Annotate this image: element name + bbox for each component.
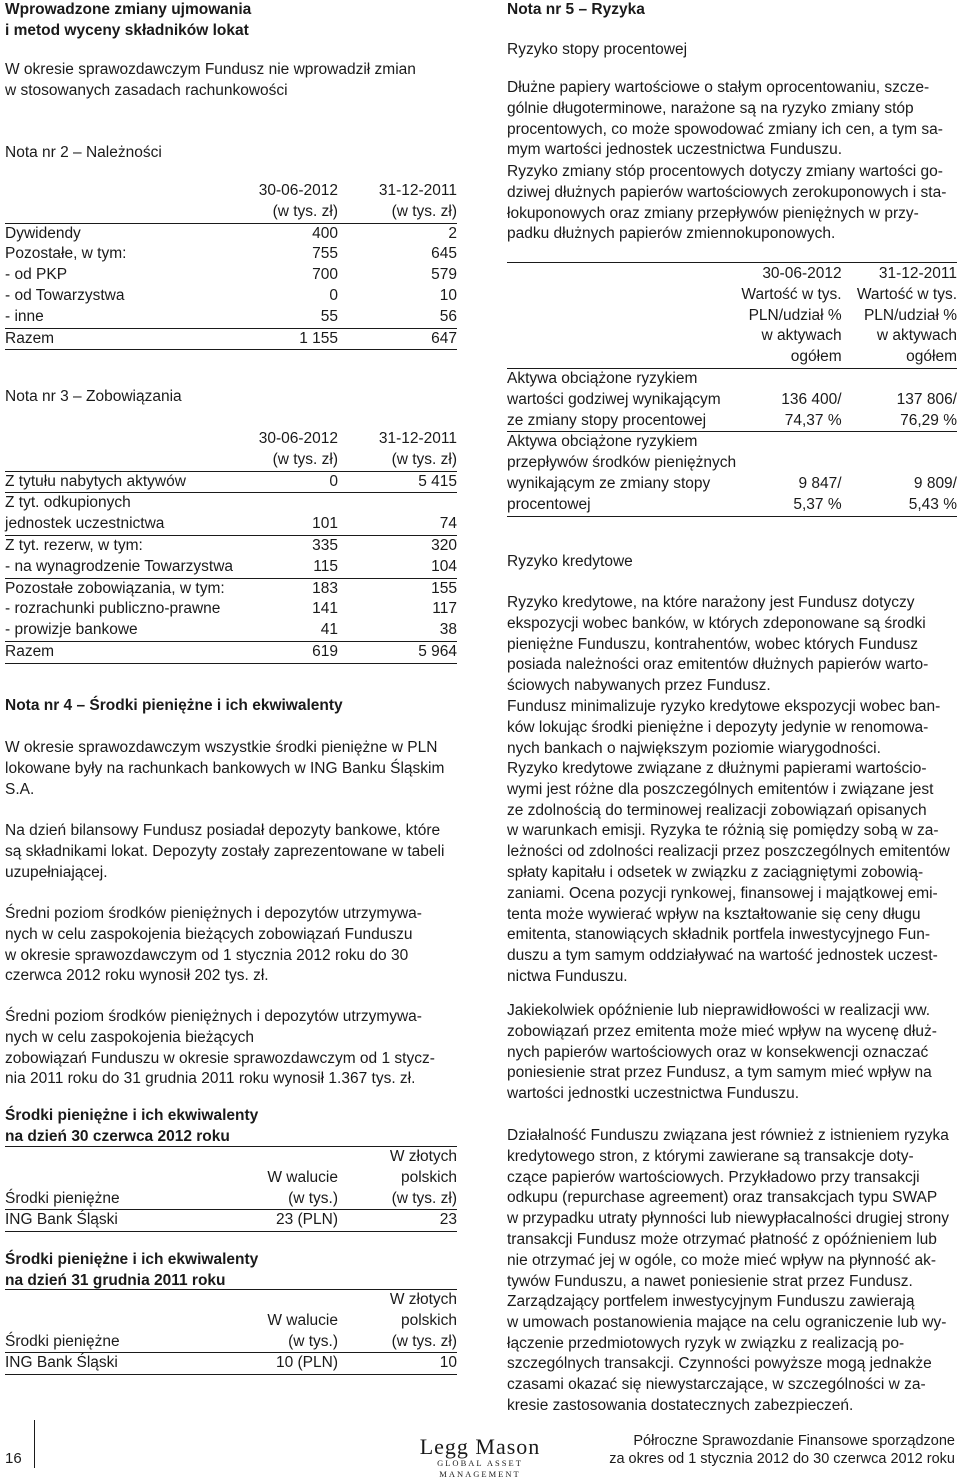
credit-risk-paragraph: Ryzyko kredytowe związane z dłużnymi papierami wartościo- wymi jest różne dla poszczególnych emitentów i związane jest ze zdolnością do terminowej realizacji zobowiązań opisanych w warunkach emisji. Ryzyka te różnią się pomiędzy sobą w za- leżności od zdolności realizacji przez poszczególnych emitentów spłaty kapitału i odsetek w związku z zaciągniętymi zobowią- zaniami. Ocena pozycji rynkowej, finansowej i majątkowej emi- tenta może wywierać wpływ na kształtowanie się ceny długu emitenta, stanowiących składnik portfela inwestycyjnego Fun- duszu a tym samym oddziaływać na wartość jednostek uczest- nictwa Funduszu. <box>507 760 950 985</box>
table-row: - na wynagrodzenie Towarzystwa 115 104 <box>5 557 457 578</box>
table-row-total: Razem 1 155 647 <box>5 328 457 350</box>
table-row: - inne 55 56 <box>5 307 457 325</box>
table-header: w aktywach w aktywach <box>761 327 957 345</box>
table-row: Z tytułu nabytych aktywów 0 5 415 <box>5 471 457 493</box>
credit-risk-paragraph: Jakiekolwiek opóźnienie lub nieprawidłowości w realizacji ww. zobowiązań przez emitenta może mieć wpływ na wycenę dłuż- nych papierów wartościowych oraz w konsekwencji oznaczać poniesienie strat przez Fundusz, a tym samym mieć wpływ na wartości jednostki uczestnictwa Funduszu. <box>507 1002 937 1103</box>
intro-text: W okresie sprawozdawczym Fundusz nie wprowadził zmian w stosowanych zasadach rachunkowości <box>5 61 416 99</box>
table-header: Środki pieniężne (w tys.) (w tys. zł) <box>5 1189 457 1210</box>
table-header: (w tys. zł) (w tys. zł) <box>5 450 457 471</box>
note4-paragraph: Na dzień bilansowy Fundusz posiadał depozyty bankowe, które są składnikami lokat. Depozyty zostały zaprezentowane w tabeli uzupełniającej. <box>5 822 445 881</box>
table-row: procentowej 5,37 % 5,43 % <box>507 495 957 516</box>
divider <box>507 262 957 263</box>
rate-risk-heading: Ryzyko stopy procentowej <box>507 41 688 58</box>
table-row: ING Bank Śląski 23 (PLN) 23 <box>5 1210 457 1232</box>
rate-risk-paragraph: Ryzyko zmiany stóp procentowych dotyczy zmiany wartości go- dziwej dłużnych papierów wartościowych zerokuponowych i sta- łokuponowych oraz zmiany przepływów pieniężnych w przy- padku dłużnych papierów zmiennokuponowych. <box>507 163 947 243</box>
credit-risk-paragraph: Fundusz minimalizuje ryzyko kredytowe ekspozycji wobec ban- ków lokując środki pieniężne i depozyty jedynie w renomowa- nych bankach o największym poziomie wiarygodności. <box>507 698 941 757</box>
table-row: wartości godziwej wynikającym 136 400/ 137 806/ <box>507 390 957 408</box>
table-row: Pozostałe zobowiązania, w tym: 183 155 <box>5 579 457 597</box>
credit-risk-paragraph: Działalność Funduszu związana jest również z istnieniem ryzyka kredytowego stron, z którymi zawierane są transakcje doty- czące papierów wartościowych. Przykładowo przy transakcji odkupu (repurchase agreement) oraz transakcjach typu SWAP w przypadku utraty płynności lub niewypłacalności drugiej strony transakcji Fundusz może otrzymać płatność z opóźnieniem lub nie otrzymać jej w ogóle, co może mieć wpływ na płynność ak- tywów Funduszu, a nawet poniesienie strat przez Fundusz. <box>507 1127 949 1290</box>
note2-title: Nota nr 2 – Należności <box>5 144 162 161</box>
intro-heading: Wprowadzone zmiany ujmowania i metod wyceny składników lokat <box>5 1 252 39</box>
note3-title: Nota nr 3 – Zobowiązania <box>5 388 182 405</box>
table-header: Wartość w tys. Wartość w tys. <box>741 285 957 303</box>
table-row: - od PKP 700 579 <box>5 266 457 284</box>
cash-table-2012 <box>5 1147 457 1232</box>
table-row: Aktywa obciążone ryzykiem <box>507 369 698 387</box>
table-row: przepływów środków pieniężnych <box>507 454 737 472</box>
cash-table-title: Środki pieniężne i ich ekwiwalenty na dzień 30 czerwca 2012 roku <box>5 1107 259 1145</box>
rate-risk-paragraph: Dłużne papiery wartościowe o stałym oprocentowaniu, szcze- gólnie długoterminowe, narażone są na ryzyko zmiany stóp procentowych, co może spowodować zmiany ich cen, a tym sa- mym wartości jednostek uczestnictwa Funduszu. <box>507 79 943 159</box>
table-row: Z tyt. rezerw, w tym: 335 320 <box>5 536 457 554</box>
report-footer: Półroczne Sprawozdanie Finansowe sporządzone za okres od 1 stycznia 2012 do 30 czerwca 2012 roku <box>609 1433 955 1467</box>
table-header: 30-06-2012 31-12-2011 <box>258 182 457 199</box>
table-header: W złotych <box>389 1148 457 1165</box>
note4-paragraph: Średni poziom środków pieniężnych i depozytów utrzymywa- nych w celu zaspokojenia bieżących zobowiązań Funduszu w okresie sprawozdawczym od 1 stycz- nia 2011 roku do 31 grudnia 2011 roku wynosił 1.367 tys. zł. <box>5 1008 435 1088</box>
note4-title: Nota nr 4 – Środki pieniężne i ich ekwiwalenty <box>5 697 343 714</box>
legg-mason-logo: Legg Mason GLOBAL ASSET MANAGEMENT <box>419 1434 541 1479</box>
note5-title: Nota nr 5 – Ryzyka <box>507 1 645 18</box>
note4-paragraph: W okresie sprawozdawczym wszystkie środki pieniężne w PLN lokowane były na rachunkach bankowych w ING Banku Śląskim S.A. <box>5 739 445 798</box>
cash-table-2011 <box>5 1290 457 1375</box>
table-row: ING Bank Śląski 10 (PLN) 10 <box>5 1353 457 1375</box>
credit-risk-paragraph: Ryzyko kredytowe, na które narażony jest Fundusz dotyczy ekspozycji wobec banków, w których zdeponowane są środki pieniężne Funduszu, kontrahentów, wobec których Fundusz posiada należności oraz emitentów dłużnych papierów warto- ściowych nabywanych przez Fundusz. <box>507 594 929 695</box>
credit-risk-heading: Ryzyko kredytowe <box>507 553 633 570</box>
table-row: - prowizje bankowe 41 38 <box>5 620 457 641</box>
table-header: 30-06-2012 31-12-2011 <box>762 265 957 282</box>
table-header: (w tys. zł) (w tys. zł) <box>5 202 457 223</box>
table-header: Środki pieniężne (w tys.) (w tys. zł) <box>5 1332 457 1353</box>
table-header: W walucie polskich <box>267 1311 457 1329</box>
table-row: - od Towarzystwa 0 10 <box>5 286 457 304</box>
table-header: ogółem ogółem <box>507 347 957 368</box>
cash-table-title: Środki pieniężne i ich ekwiwalenty na dzień 31 grudnia 2011 roku <box>5 1251 259 1289</box>
table-row: Aktywa obciążone ryzykiem <box>507 433 698 451</box>
page-number: 16 <box>5 1450 22 1467</box>
footer-divider <box>34 1420 35 1468</box>
table-row: Z tyt. odkupionych <box>5 494 131 512</box>
table-header: W walucie polskich <box>267 1168 457 1186</box>
table-header: W złotych <box>389 1291 457 1308</box>
note3-table <box>5 429 457 664</box>
table-row: ze zmiany stopy procentowej 74,37 % 76,29 % <box>507 411 957 432</box>
table-header: PLN/udział % PLN/udział % <box>748 306 957 324</box>
table-row: Pozostałe, w tym: 755 645 <box>5 245 457 263</box>
table-header: 30-06-2012 31-12-2011 <box>258 430 457 447</box>
note2-table <box>5 181 457 350</box>
interest-risk-table <box>507 264 957 517</box>
table-row: wynikającym ze zmiany stopy 9 847/ 9 809/ <box>507 474 957 492</box>
credit-risk-paragraph: Zarządzający portfelem inwestycyjnym Funduszu zawierają w umowach postanowienia mające na celu ograniczenie lub wy- łączenie przedmiotowych ryzyk w związku z realizacją po- szczególnych transakcji. Czynności powyższe mogą jednakże czasami okazać się niewystarczające, w szczególności w za- kresie zastosowania dostatecznych zabezpieczeń. <box>507 1293 947 1414</box>
note4-paragraph: Średni poziom środków pieniężnych i depozytów utrzymywa- nych w celu zaspokojenia bieżących zobowiązań Funduszu w okresie sprawozdawczym od 1 stycznia 2012 roku do 30 czerwca 2012 roku wynosił 202 tys. zł. <box>5 905 422 985</box>
table-row: Dywidendy 400 2 <box>5 224 457 242</box>
table-row-total: Razem 619 5 964 <box>5 641 457 663</box>
table-row: - rozrachunki publiczno-prawne 141 117 <box>5 600 457 618</box>
table-row: jednostek uczestnictwa 101 74 <box>5 514 457 535</box>
